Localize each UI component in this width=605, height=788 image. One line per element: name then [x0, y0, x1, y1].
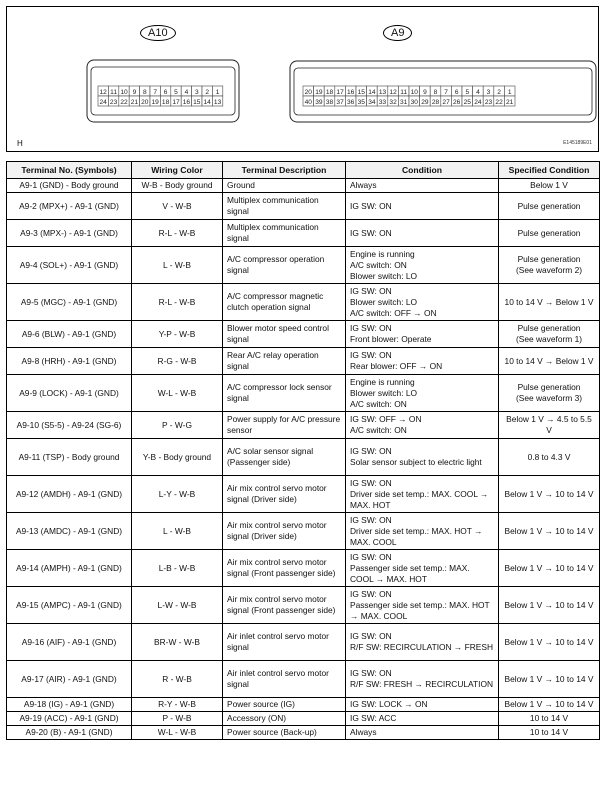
cell-condition-line: Engine is running [350, 248, 415, 259]
cell-terminal: A9-4 (SOL+) - A9-1 (GND) [7, 247, 132, 284]
cell-specified-line: Below 1 V [530, 180, 568, 190]
cell-condition-line: IG SW: ON [350, 668, 392, 678]
pin-number: 12 [99, 88, 107, 96]
cell-specified-line: 10 to 14 V → Below 1 V [504, 355, 594, 366]
cell-condition [346, 284, 499, 321]
cell-condition [346, 348, 499, 375]
table-row [7, 284, 600, 321]
cell-condition [346, 321, 499, 348]
cell-description [223, 587, 346, 624]
cell-specified-line: (See waveform 1) [515, 334, 583, 344]
pin-number: 13 [378, 88, 387, 96]
cell-specified [499, 726, 600, 740]
pin-number: 1 [215, 88, 220, 96]
cell-condition-line: Solar sensor subject to electric light [350, 457, 482, 467]
cell-description [223, 284, 346, 321]
pin-number: 12 [389, 88, 397, 96]
pin-number: 21 [506, 98, 514, 106]
cell-description-line: Air inlet control servo motor signal [227, 668, 329, 689]
cell-condition [346, 661, 499, 698]
cell-specified-line: (See waveform 2) [515, 265, 583, 275]
cell-wiring-color: L-B - W-B [132, 550, 223, 587]
pin-number: 33 [378, 98, 387, 106]
cell-terminal: A9-18 (IG) - A9-1 (GND) [7, 698, 132, 712]
figure-code: E145189E01 [563, 140, 592, 146]
cell-specified-line: Pulse generation [517, 382, 581, 392]
table-row [7, 726, 600, 740]
cell-description-line: Multiplex communication signal [227, 222, 319, 243]
cell-condition [346, 220, 499, 247]
table-row [7, 476, 600, 513]
cell-wiring-color: P - W-B [132, 712, 223, 726]
cell-specified [499, 698, 600, 712]
cell-condition-line: IG SW: ON [350, 446, 392, 456]
view-label: H [17, 139, 23, 148]
pin-number: 3 [486, 88, 491, 96]
cell-specified [499, 513, 600, 550]
cell-description-line: A/C solar sensor signal (Passenger side) [227, 446, 314, 467]
cell-condition-line: Blower switch: LO [350, 270, 418, 281]
cell-specified [499, 247, 600, 284]
cell-condition-line: IG SW: ON [350, 227, 392, 238]
table-row [7, 321, 600, 348]
cell-wiring-color: BR-W - W-B [132, 624, 223, 661]
pin-number: 11 [110, 88, 118, 96]
cell-condition-line: Front blower: Operate [350, 334, 432, 344]
pin-number: 23 [109, 98, 118, 106]
pin-number: 7 [444, 88, 448, 96]
cell-terminal: A9-8 (HRH) - A9-1 (GND) [7, 348, 132, 375]
table-row [7, 513, 600, 550]
cell-condition-line: Passenger side set temp.: MAX. HOT → MAX. COOL [350, 599, 490, 621]
cell-wiring-color: L-W - W-B [132, 587, 223, 624]
cell-wiring-color: R-Y - W-B [132, 698, 223, 712]
cell-condition-line: Driver side set temp.: MAX. HOT → MAX. COOL [350, 525, 483, 547]
cell-description-line: Rear A/C relay operation signal [227, 350, 319, 371]
cell-description [223, 550, 346, 587]
pin-number: 31 [400, 98, 408, 106]
cell-specified [499, 348, 600, 375]
pin-number: 4 [476, 88, 480, 96]
cell-terminal: A9-20 (B) - A9-1 (GND) [7, 726, 132, 740]
cell-description [223, 476, 346, 513]
cell-condition [346, 726, 499, 740]
cell-description-line: Multiplex communication signal [227, 195, 319, 216]
pin-number: 5 [174, 88, 178, 96]
cell-specified [499, 476, 600, 513]
pin-number: 11 [400, 88, 408, 96]
cell-condition [346, 550, 499, 587]
pin-number: 20 [304, 88, 312, 96]
pin-number: 10 [410, 88, 418, 96]
cell-condition-line: IG SW: ON [350, 514, 392, 525]
cell-terminal: A9-9 (LOCK) - A9-1 (GND) [7, 375, 132, 412]
header-wiring-color: Wiring Color [132, 162, 223, 179]
cell-terminal: A9-15 (AMPC) - A9-1 (GND) [7, 587, 132, 624]
cell-specified-line: Below 1 V → 10 to 14 V [504, 673, 594, 684]
table-row [7, 247, 600, 284]
cell-wiring-color: R - W-B [132, 661, 223, 698]
pin-number: 1 [507, 88, 512, 96]
cell-description [223, 220, 346, 247]
cell-wiring-color: Y-B - Body ground [132, 439, 223, 476]
table-row [7, 439, 600, 476]
pin-number: 24 [474, 98, 482, 106]
table-row [7, 661, 600, 698]
cell-condition-line: A/C switch: ON [350, 259, 407, 270]
cell-specified [499, 412, 600, 439]
pin-number: 27 [442, 98, 450, 106]
terminal-table [6, 161, 600, 740]
cell-specified [499, 550, 600, 587]
cell-description-line: Accessory (ON) [227, 713, 287, 723]
cell-specified [499, 661, 600, 698]
header-specified: Specified Condition [499, 162, 600, 179]
cell-condition [346, 513, 499, 550]
cell-description [223, 375, 346, 412]
cell-condition [346, 439, 499, 476]
pin-number: 22 [495, 98, 503, 106]
table-row [7, 550, 600, 587]
cell-description-line: Air mix control servo motor signal (Driver side) [227, 520, 327, 541]
cell-specified [499, 179, 600, 193]
cell-specified-line: Pulse generation [517, 200, 581, 211]
pin-number: 38 [325, 98, 334, 106]
cell-wiring-color: L-Y - W-B [132, 476, 223, 513]
cell-description-line: Power source (Back-up) [227, 727, 317, 737]
table-row [7, 220, 600, 247]
connector-label-a9: A9 [383, 25, 412, 41]
cell-wiring-color: L - W-B [132, 247, 223, 284]
cell-description [223, 726, 346, 740]
pin-number: 23 [484, 98, 493, 106]
table-row [7, 698, 600, 712]
cell-condition-line: Rear blower: OFF → ON [350, 361, 443, 371]
pin-number: 21 [130, 98, 139, 106]
cell-condition-line: IG SW: ON [350, 350, 392, 360]
cell-condition-line: IG SW: ON [350, 323, 392, 333]
connector-figure [6, 6, 599, 152]
pin-number: 35 [357, 98, 365, 106]
cell-description-line: Air mix control servo motor signal (Front passenger side) [227, 557, 336, 578]
cell-specified-line: Below 1 V → 10 to 14 V [504, 525, 594, 536]
cell-description [223, 698, 346, 712]
cell-condition [346, 179, 499, 193]
pin-number: 29 [421, 98, 429, 106]
pin-number: 8 [142, 88, 147, 96]
pin-number: 16 [182, 98, 191, 106]
pin-number: 16 [347, 88, 355, 96]
cell-wiring-color: P - W-G [132, 412, 223, 439]
cell-description [223, 712, 346, 726]
pin-number: 32 [389, 98, 397, 106]
cell-condition-line: IG SW: ON [350, 631, 392, 641]
cell-condition-line: IG SW: LOCK → ON [350, 699, 428, 709]
cell-specified-line: Below 1 V → 10 to 14 V [504, 699, 594, 709]
cell-condition [346, 375, 499, 412]
pin-number: 30 [410, 98, 418, 106]
cell-condition [346, 247, 499, 284]
cell-specified-line: 0.8 to 4.3 V [527, 451, 571, 462]
cell-description [223, 348, 346, 375]
cell-wiring-color: L - W-B [132, 513, 223, 550]
pin-number: 28 [431, 98, 440, 106]
cell-terminal: A9-10 (S5-5) - A9-24 (SG-6) [7, 412, 132, 439]
cell-condition [346, 624, 499, 661]
cell-condition-line: IG SW: OFF → ON [350, 414, 422, 424]
cell-description-line: Air mix control servo motor signal (Driver side) [227, 483, 327, 504]
cell-wiring-color: W-B - Body ground [132, 179, 223, 193]
cell-wiring-color: R-L - W-B [132, 220, 223, 247]
cell-specified [499, 624, 600, 661]
cell-condition-line: IG SW: ON [350, 200, 392, 211]
header-terminal: Terminal No. (Symbols) [7, 162, 132, 179]
cell-terminal: A9-3 (MPX-) - A9-1 (GND) [7, 220, 132, 247]
cell-description-line: Blower motor speed control signal [227, 323, 329, 344]
cell-condition-line: Blower switch: LO [350, 296, 418, 307]
cell-condition-line: R/F SW: RECIRCULATION → FRESH [350, 642, 494, 652]
cell-condition-line: Engine is running [350, 376, 415, 387]
pin-number: 36 [347, 98, 355, 106]
cell-specified [499, 439, 600, 476]
cell-specified [499, 284, 600, 321]
table-header-row [7, 162, 600, 179]
cell-terminal: A9-1 (GND) - Body ground [7, 179, 132, 193]
table-row [7, 587, 600, 624]
pin-number: 5 [465, 88, 470, 96]
pin-number: 18 [325, 88, 334, 96]
cell-description [223, 624, 346, 661]
cell-specified-line: Pulse generation [517, 254, 581, 264]
connector-diagram [7, 7, 598, 151]
cell-description-line: Air inlet control servo motor signal [227, 631, 329, 652]
pin-number: 2 [205, 88, 210, 96]
cell-terminal: A9-13 (AMDC) - A9-1 (GND) [7, 513, 132, 550]
cell-specified-line: Pulse generation [517, 227, 581, 238]
pin-number: 2 [497, 88, 501, 96]
table-row [7, 412, 600, 439]
header-condition: Condition [346, 162, 499, 179]
cell-description-line: Power supply for A/C pressure sensor [227, 414, 341, 435]
cell-terminal: A9-16 (AIF) - A9-1 (GND) [7, 624, 132, 661]
cell-specified [499, 375, 600, 412]
cell-condition-line: Passenger side set temp.: MAX. COOL → MAX. HOT [350, 562, 470, 584]
cell-specified-line: 10 to 14 V [529, 713, 569, 723]
pin-number: 24 [99, 98, 107, 106]
pin-number: 6 [454, 88, 459, 96]
cell-specified-line: Below 1 V → 4.5 to 5.5 V [506, 414, 592, 435]
table-row [7, 348, 600, 375]
cell-terminal: A9-2 (MPX+) - A9-1 (GND) [7, 193, 132, 220]
cell-condition-line: Driver side set temp.: MAX. COOL → MAX. HOT [350, 488, 489, 510]
cell-description [223, 321, 346, 348]
cell-description-line: Ground [227, 180, 255, 190]
cell-terminal: A9-6 (BLW) - A9-1 (GND) [7, 321, 132, 348]
cell-condition-line: Blower switch: LO [350, 387, 418, 398]
pin-number: 19 [151, 98, 159, 106]
cell-condition-line: Always [350, 180, 377, 190]
connector-label-a10: A10 [140, 25, 176, 41]
cell-specified-line: Below 1 V → 10 to 14 V [504, 599, 594, 610]
pin-number: 26 [453, 98, 461, 106]
pin-number: 14 [203, 98, 211, 106]
table-row [7, 193, 600, 220]
cell-condition [346, 193, 499, 220]
cell-condition-line: A/C switch: OFF → ON [350, 307, 437, 318]
cell-wiring-color: Y-P - W-B [132, 321, 223, 348]
pin-number: 17 [336, 88, 344, 96]
cell-specified-line: Below 1 V → 10 to 14 V [504, 636, 594, 647]
cell-wiring-color: R-L - W-B [132, 284, 223, 321]
cell-specified [499, 321, 600, 348]
pin-number: 10 [120, 88, 128, 96]
cell-description [223, 193, 346, 220]
cell-specified-line: Below 1 V → 10 to 14 V [504, 562, 594, 573]
cell-terminal: A9-5 (MGC) - A9-1 (GND) [7, 284, 132, 321]
pin-number: 15 [357, 88, 365, 96]
cell-description [223, 439, 346, 476]
table-row [7, 712, 600, 726]
cell-condition [346, 698, 499, 712]
cell-specified-line: 10 to 14 V → Below 1 V [504, 296, 594, 307]
cell-condition [346, 412, 499, 439]
table-row [7, 179, 600, 193]
cell-terminal: A9-12 (AMDH) - A9-1 (GND) [7, 476, 132, 513]
cell-specified [499, 193, 600, 220]
cell-description-line: A/C compressor lock sensor signal [227, 382, 332, 403]
pin-number: 9 [132, 88, 137, 96]
cell-description [223, 179, 346, 193]
pin-number: 7 [153, 88, 158, 96]
table-row [7, 624, 600, 661]
cell-condition-line: R/F SW: FRESH → RECIRCULATION [350, 679, 494, 689]
cell-terminal: A9-11 (TSP) - Body ground [7, 439, 132, 476]
cell-condition-line: IG SW: ACC [350, 713, 397, 723]
pin-number: 14 [368, 88, 376, 96]
pin-number: 22 [120, 98, 128, 106]
pin-number: 15 [193, 98, 201, 106]
cell-description [223, 513, 346, 550]
cell-wiring-color: R-G - W-B [132, 348, 223, 375]
cell-specified [499, 587, 600, 624]
pin-number: 9 [423, 88, 427, 96]
cell-wiring-color: W-L - W-B [132, 375, 223, 412]
cell-description [223, 247, 346, 284]
cell-specified [499, 712, 600, 726]
header-description: Terminal Description [223, 162, 346, 179]
pin-number: 34 [368, 98, 376, 106]
cell-specified-line: 10 to 14 V [529, 727, 569, 737]
cell-specified-line: Below 1 V → 10 to 14 V [504, 488, 594, 499]
pin-number: 39 [315, 98, 323, 106]
cell-condition [346, 476, 499, 513]
cell-wiring-color: V - W-B [132, 193, 223, 220]
pin-number: 13 [213, 98, 222, 106]
pin-number: 17 [172, 98, 180, 106]
pin-number: 40 [304, 98, 312, 106]
cell-wiring-color: W-L - W-B [132, 726, 223, 740]
cell-condition [346, 587, 499, 624]
cell-terminal: A9-19 (ACC) - A9-1 (GND) [7, 712, 132, 726]
pin-number: 18 [161, 98, 170, 106]
cell-terminal: A9-17 (AIR) - A9-1 (GND) [7, 661, 132, 698]
cell-condition-line: IG SW: ON [350, 285, 392, 296]
pin-number: 4 [184, 88, 189, 96]
cell-description-line: Air mix control servo motor signal (Front passenger side) [227, 594, 336, 615]
pin-number: 8 [433, 88, 438, 96]
cell-condition-line: Always [350, 727, 377, 737]
pin-number: 20 [141, 98, 149, 106]
cell-condition-line: IG SW: ON [350, 551, 392, 562]
cell-description-line: A/C compressor magnetic clutch operation signal [227, 291, 324, 312]
cell-description-line: Power source (IG) [227, 699, 295, 709]
cell-specified-line: Pulse generation [517, 323, 581, 333]
cell-specified [499, 220, 600, 247]
cell-condition-line: IG SW: ON [350, 477, 392, 488]
cell-terminal: A9-14 (AMPH) - A9-1 (GND) [7, 550, 132, 587]
cell-description-line: A/C compressor operation signal [227, 254, 325, 275]
cell-description [223, 661, 346, 698]
cell-condition-line: A/C switch: ON [350, 398, 407, 409]
pin-number: 37 [336, 98, 344, 106]
pin-number: 6 [163, 88, 168, 96]
pin-number: 19 [315, 88, 323, 96]
pin-number: 25 [463, 98, 471, 106]
cell-specified-line: (See waveform 3) [515, 393, 583, 403]
table-row [7, 375, 600, 412]
cell-condition [346, 712, 499, 726]
cell-condition-line: IG SW: ON [350, 588, 392, 599]
pin-number: 3 [194, 88, 199, 96]
cell-condition-line: A/C switch: ON [350, 425, 407, 435]
cell-description [223, 412, 346, 439]
